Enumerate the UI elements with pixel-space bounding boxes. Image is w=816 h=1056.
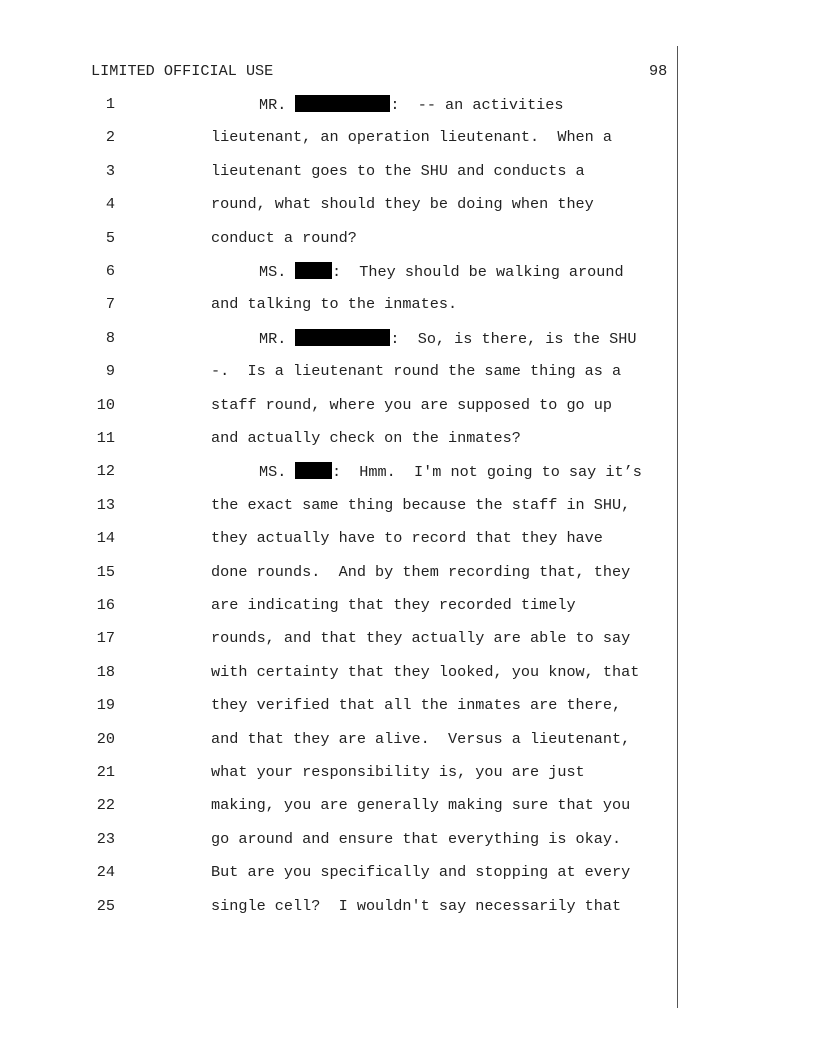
line-text-segment: : -- an activities: [390, 96, 564, 114]
line-text-segment: and actually check on the inmates?: [211, 429, 521, 447]
line-number: 12: [96, 462, 115, 481]
line-number: 19: [96, 696, 115, 715]
line-text: [259, 262, 624, 281]
line-text-segment: go around and ensure that everything is okay.: [211, 829, 622, 848]
line-text: [211, 796, 630, 814]
line-number: 24: [96, 863, 115, 882]
line-number: 11: [96, 429, 115, 447]
line-text-segment: they verified that all the inmates are there,: [211, 696, 622, 715]
redaction-block: [295, 462, 332, 479]
line-number: 17: [96, 629, 115, 648]
line-text-segment: MS.: [259, 463, 296, 482]
line-number: 9: [105, 362, 115, 381]
line-text-segment: what your responsibility is, you are just: [211, 763, 585, 781]
line-text-segment: making, you are generally making sure that you: [211, 796, 631, 815]
line-text-segment: the exact same thing because the staff in SHU,: [211, 495, 631, 514]
line-number: 15: [96, 562, 115, 581]
line-number: 22: [96, 796, 115, 815]
page-header-label: LIMITED OFFICIAL USE: [91, 62, 274, 80]
line-number: 23: [96, 829, 115, 848]
line-number: 16: [96, 596, 115, 614]
redaction-block: [295, 262, 332, 279]
line-text-segment: : Hmm. I'm not going to say it’s: [331, 463, 642, 482]
line-text-segment: done rounds. And by them recording that, they: [211, 562, 631, 581]
line-text-segment: MR.: [259, 329, 296, 348]
line-text: [211, 730, 630, 748]
line-text-segment: But are you specifically and stopping at every: [211, 863, 631, 882]
line-text-segment: and that they are alive. Versus a lieutenant,: [211, 729, 631, 748]
line-text: [211, 696, 621, 714]
line-text: [211, 162, 585, 180]
line-number: 1: [105, 95, 115, 113]
line-text-segment: : So, is there, is the SHU: [390, 329, 637, 348]
line-text: [211, 897, 621, 915]
line-number: 21: [96, 763, 115, 781]
line-text-segment: MS.: [259, 263, 296, 281]
line-text-segment: lieutenant goes to the SHU and conducts a: [211, 161, 585, 180]
line-text: [211, 128, 612, 146]
line-number: 8: [105, 328, 115, 347]
line-text-segment: single cell? I wouldn't say necessarily that: [211, 896, 622, 915]
line-text-segment: are indicating that they recorded timely: [211, 596, 576, 614]
line-text: [211, 629, 630, 647]
line-number: 7: [105, 295, 115, 314]
redaction-block: [295, 95, 390, 112]
line-text: [211, 763, 585, 781]
line-text: [259, 95, 564, 114]
line-number: 18: [96, 662, 115, 681]
line-text-segment: round, what should they be doing when they: [211, 195, 594, 214]
line-text: [211, 496, 630, 514]
line-text-segment: MR.: [259, 96, 296, 114]
line-text-segment: : They should be walking around: [331, 263, 624, 281]
line-number: 20: [96, 729, 115, 748]
line-text-segment: staff round, where you are supposed to go up: [211, 395, 613, 414]
line-number: 4: [105, 195, 115, 214]
line-text-segment: and talking to the inmates.: [211, 295, 458, 314]
line-text-segment: conduct a round?: [211, 228, 357, 247]
line-text: [211, 229, 357, 247]
line-text: [211, 529, 603, 547]
line-text: [211, 863, 630, 881]
line-text: [211, 295, 457, 313]
line-text-segment: rounds, and that they actually are able to say: [211, 629, 631, 648]
line-text: [259, 462, 642, 481]
line-text: [259, 329, 636, 348]
line-number: 5: [105, 228, 115, 247]
line-text: [211, 396, 612, 414]
line-text-segment: with certainty that they looked, you know, that: [211, 662, 640, 681]
line-text: [211, 195, 594, 213]
line-text: [211, 830, 621, 848]
line-number: 14: [96, 529, 115, 548]
line-number: 2: [105, 128, 115, 147]
line-number: 10: [96, 395, 115, 414]
line-number: 3: [105, 161, 115, 180]
line-text-segment: they actually have to record that they have: [211, 529, 603, 548]
line-text: [211, 596, 576, 614]
line-text: [211, 429, 521, 447]
right-margin-rule: [677, 46, 678, 1008]
line-text: [211, 563, 630, 581]
page-number: 98: [649, 62, 668, 80]
line-text: [211, 663, 639, 681]
line-number: 13: [96, 495, 115, 514]
line-number: 6: [105, 262, 115, 280]
line-text-segment: lieutenant, an operation lieutenant. When a: [211, 128, 613, 147]
line-text-segment: -. Is a lieutenant round the same thing as a: [211, 362, 622, 381]
line-number: 25: [96, 896, 115, 915]
line-text: [211, 362, 621, 380]
redaction-block: [295, 329, 390, 346]
